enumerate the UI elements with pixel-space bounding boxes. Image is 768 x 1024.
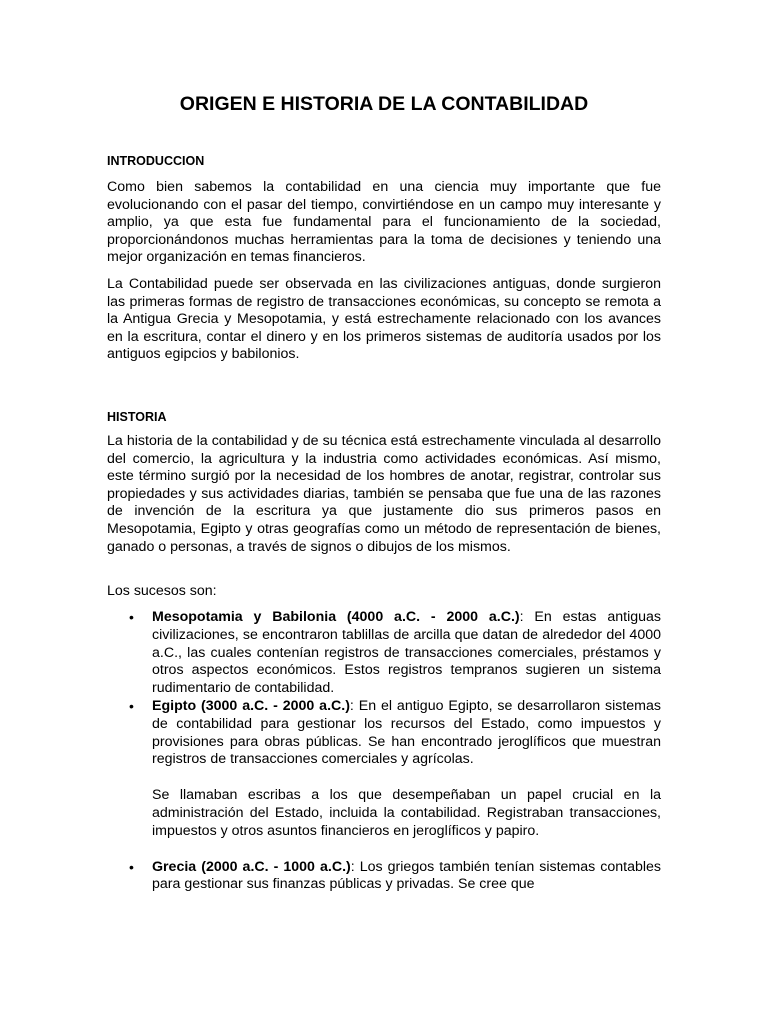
list-item-text: : En el antiguo Egipto, se desarrollaron sistemas de contabilidad para gestionar los recursos del Estado, como impuestos y provisiones para obras públicas. Se han encontrado jeroglíficos que muestran registros de transacciones comerciales y agrícolas. [152, 697, 661, 768]
bullet-icon: • [129, 609, 134, 625]
document-title: ORIGEN E HISTORIA DE LA CONTABILIDAD [179, 93, 589, 115]
list-item [107, 609, 661, 698]
list-item-label: Egipto (3000 a.C. - 2000 a.C.) [152, 697, 350, 714]
list-item-label: Grecia (2000 a.C. - 1000 a.C.) [152, 858, 351, 875]
list-item-label: Mesopotamia y Babilonia (4000 a.C. - 2000 a.C.) [152, 609, 520, 625]
intro-paragraph-2: La Contabilidad puede ser observada en las civilizaciones antiguas, donde surgieron las primeras formas de registro de transacciones económicas, su concepto se remota a la Antigua Grecia y Mesopotamia, y está estrechamente relacionado con los avances en la escritura, contar el dinero y en los primeros sistemas de auditoría usados por los antiguos egipcios y babilonios. [107, 276, 661, 363]
intro-heading: INTRODUCCION [107, 154, 205, 168]
bullet-icon: • [129, 858, 134, 875]
history-paragraph-1: La historia de la contabilidad y de su técnica está estrechamente vinculada al desarrollo del comercio, la agricultura y la industria como actividades económicas. Así mismo, este término surgió por la necesidad de los hombres de anotar, registrar, controlar sus propiedades y sus actividades diarias, también se pensaba que fue una de las razones de invención de la escritura ya que justamente dio sus primeros pasos en Mesopotamia, Egipto y otras geografías como un método de representación de bienes, ganado o personas, a través de signos o dibujos de los mismos. [107, 433, 661, 555]
bullet-icon: • [129, 697, 134, 714]
list-spacer [152, 841, 661, 859]
intro-paragraph-1: Como bien sabemos la contabilidad en una ciencia muy importante que fue evolucionando con el pasar del tiempo, convirtiéndose en un campo muy interesante y amplio, ya que esta fue fundamental para el funcionamiento de la sociedad, proporcionándonos muchas herramientas para la toma de decisiones y teniendo una mejor organización en temas financieros. [107, 179, 661, 266]
list-item-extra-paragraph: Se llamaban escribas a los que desempeñaban un papel crucial en la administración del Estado, incluida la contabilidad. Registraban transacciones, impuestos y otros asuntos financieros en jeroglíficos y papiro. [152, 787, 661, 839]
list-item-text: : En estas antiguas civilizaciones, se encontraron tablillas de arcilla que datan de alrededor del 4000 a.C., las cuales contenían registros de transacciones comerciales, préstamos y otros aspectos económicos. Estos registros tempranos sugieren un sistema rudimentario de contabilidad. [152, 609, 661, 697]
list-item [107, 698, 661, 859]
history-heading: HISTORIA [107, 410, 167, 424]
history-paragraph-2: Los sucesos son: [107, 583, 217, 599]
list-item-text: : Los griegos también tenían sistemas contables para gestionar sus finanzas públicas y privadas. Se cree que [152, 858, 662, 893]
events-list [107, 609, 661, 894]
list-item [107, 859, 661, 895]
